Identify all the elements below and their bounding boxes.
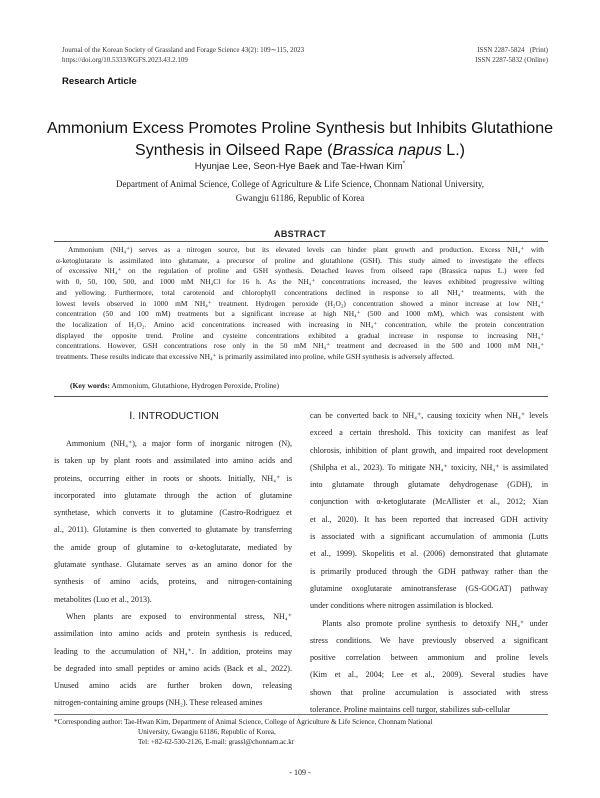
left-column-line: Unused amino acids are further broken down, releasing bbox=[54, 681, 292, 691]
intro-right-column bbox=[310, 407, 548, 718]
title-line-2-end: L.) bbox=[441, 142, 465, 159]
affiliation bbox=[0, 177, 600, 205]
corresponding-line-2: University, Gwangju 61186, Republic of Korea, bbox=[138, 728, 276, 736]
right-column-line: et al., 1999). Skopelitis et al. (2006) demonstrated that glutamate bbox=[310, 549, 548, 559]
left-column-line: synthesis of amino acids, proteins, and nitrogen-containing bbox=[54, 577, 292, 587]
affiliation-line-1: Department of Animal Science, College of Agriculture & Life Science, Chonnam National University, bbox=[115, 179, 485, 189]
right-column-line: (Kim et al., 2004; Lee et al., 2009). Several studies have bbox=[310, 670, 548, 680]
left-column-line: the amide group of glutamine to α-ketoglutarate, mediated by bbox=[54, 542, 292, 552]
left-column-line: synthetase, which converts it to glutamine (Castro-Rodriguez et bbox=[54, 508, 292, 518]
left-column-line: is taken up by plant roots and assimilated into amino acids and bbox=[54, 456, 292, 466]
corresponding-mark: * bbox=[402, 159, 406, 167]
left-column-line: Ammonium (NH₄⁺), a major form of inorganic nitrogen (N), bbox=[66, 439, 292, 448]
keywords-label: (Key words: bbox=[70, 381, 110, 390]
abstract-bottom-rule bbox=[54, 396, 548, 397]
right-column-line: (Shilpha et al., 2023). To mitigate NH₄⁺ toxicity, NH₄⁺ is assimilated bbox=[310, 462, 548, 472]
left-column-line: metabolites (Luo et al., 2013). bbox=[54, 594, 152, 604]
title-line-2 bbox=[0, 140, 600, 162]
abstract-line: concentration (50 and 100 mM) treatments but a significant increase at high NH₄⁺ (500 and 1000 mM), which was consistent with bbox=[56, 309, 544, 319]
title-species: Brassica napus bbox=[332, 142, 442, 159]
authors bbox=[0, 161, 600, 172]
right-column-line: stress conditions. We have previously observed a significant bbox=[310, 635, 548, 645]
title-line-1: Ammonium Excess Promotes Proline Synthesis but Inhibits Glutathione bbox=[46, 120, 553, 137]
affiliation-line-2: Gwangju 61186, Republic of Korea bbox=[235, 193, 365, 203]
corresponding-line-3: Tel: +82-62-530-2126, E-mail: grassl@chonnam.ac.kr bbox=[138, 738, 295, 746]
right-column-line: chlorosis, inhibition of plant growth, and impaired root development bbox=[310, 445, 548, 455]
keywords bbox=[70, 381, 279, 390]
abstract-line: α-ketoglutarate is assimilated into glutamate, a precursor of proline and glutathione (GSH). This study aimed to investigate the effects bbox=[56, 255, 544, 265]
intro-left-column bbox=[54, 435, 292, 712]
abstract-line: with 0, 50, 100, 500, and 1000 mM NH₄Cl for 16 h. As the NH₄⁺ concentrations increased, the leaves exhibited progressive wilting bbox=[56, 277, 544, 287]
right-column-line: glutamine oxoglutarate aminotransferase (GS-GOGAT) pathway bbox=[310, 583, 548, 593]
abstract-line: and yellowing. Furthermore, total carotenoid and chlorophyll concentrations declined in response to all NH₄⁺ treatments, with the bbox=[56, 287, 544, 297]
right-column-line: can be converted back to NH₄⁺, causing toxicity when NH₄⁺ levels bbox=[310, 411, 548, 420]
author-names: Hyunjae Lee, Seon-Hye Baek and Tae-Hwan Kim bbox=[194, 161, 403, 172]
abstract-line: lowest levels observed in 1000 mM NH₄⁺ treatment. Hydrogen peroxide (H₂O₂) concentration showed a minor increase at low NH₄⁺ bbox=[56, 298, 544, 308]
issn-print: ISSN 2287-5824 (Print) bbox=[477, 46, 548, 54]
left-column-line: proteins, occurring either in roots or shoots. Initially, NH₄⁺ is bbox=[54, 473, 292, 483]
abstract-line: Ammonium (NH₄⁺) serves as a nitrogen source, but its elevated levels can hinder plant growth and production. Excess NH₄⁺ with bbox=[68, 245, 544, 254]
left-column-line: be degraded into small peptides or amino acids (Back et al., 2022). bbox=[54, 663, 292, 673]
right-column-line: positive correlation between ammonium and proline levels bbox=[310, 653, 548, 663]
left-column-line: glutamate synthase. Glutamate serves as an amino donor for the bbox=[54, 560, 292, 570]
right-column-line: et al., 2020). It has been reported that increased GDH activity bbox=[310, 514, 548, 524]
corresponding-line-1: *Corresponding author: Tae-Hwan Kim, Department of Animal Science, College of Agriculture & Life Science, Chonnam National bbox=[54, 718, 433, 726]
abstract-heading: ABSTRACT bbox=[274, 229, 326, 239]
journal-citation: Journal of the Korean Society of Grassland and Forage Science 43(2): 109∼115, 2023 bbox=[62, 46, 305, 54]
abstract-top-rule bbox=[54, 241, 548, 242]
right-column-line: conjunction with α-ketoglutarate (McAllister et al., 2012; Xian bbox=[310, 497, 548, 507]
doi-link[interactable]: https://doi.org/10.5333/KGFS.2023.43.2.109 bbox=[62, 56, 188, 64]
page-number: - 109 - bbox=[289, 768, 311, 777]
title-line-2-text: Synthesis in Oilseed Rape ( bbox=[135, 142, 333, 159]
right-column-line: tolerance. Proline maintains cell turgor, stabilizes sub-cellular bbox=[310, 705, 511, 715]
abstract-line: of excessive NH₄⁺ on the regulation of proline and GSH synthesis. Detached leaves from oilseed rape (Brassica napus L.) were fed bbox=[56, 266, 544, 276]
footnote-rule bbox=[54, 714, 548, 715]
right-column-line: is primarily produced through the GDH pathway rather than the bbox=[310, 566, 548, 576]
right-column-line: Plants also promote proline synthesis to detoxify NH₄⁺ under bbox=[322, 618, 548, 628]
abstract-line: the localization of H₂O₂. Amino acid concentrations increased with increasing in NH₄⁺ concentration, while the protein concentration bbox=[56, 319, 544, 329]
left-column-line: nitrogen-containing amine groups (NH₂). These released amines bbox=[54, 698, 263, 708]
left-column-line: leading to the accumulation of NH₄⁺. In addition, proteins may bbox=[54, 646, 292, 656]
right-column-line: exceed a certain threshold. This toxicity can manifest as leaf bbox=[310, 428, 548, 438]
abstract-line: displayed the opposite trend. Proline and cysteine concentrations exhibited a gradual increase in response to increasing NH₄⁺ bbox=[56, 330, 544, 340]
right-column-line: under conditions where nitrogen assimilation is blocked. bbox=[310, 601, 494, 611]
article-title bbox=[0, 118, 600, 162]
abstract-body bbox=[56, 245, 544, 363]
left-column-line: al., 2011). Glutamine is then converted to glutamate by transferring bbox=[54, 525, 292, 535]
corresponding-author bbox=[54, 717, 433, 747]
issn-online: ISSN 2287-5832 (Online) bbox=[475, 56, 548, 64]
left-column-line: When plants are exposed to environmental stress, NH₄⁺ bbox=[66, 611, 292, 621]
abstract-line: concentrations. However, GSH concentrations rose only in the 50 mM NH₄⁺ treatment and decreased in the 500 and 1000 mM NH₄⁺ bbox=[56, 341, 544, 351]
abstract-line: treatments. These results indicate that excessive NH₄⁺ is primarily assimilated into proline, while GSH synthesis is adversely affected. bbox=[56, 352, 454, 362]
left-column-line: assimilation into amino acids and protein synthesis is reduced, bbox=[54, 629, 292, 639]
keywords-list: Ammonium, Glutathione, Hydrogen Peroxide, Proline) bbox=[109, 381, 280, 390]
article-type: Research Article bbox=[62, 76, 137, 87]
right-column-line: into glutamate through glutamate dehydrogenase (GDH), in bbox=[310, 480, 548, 490]
section-heading-introduction: Ⅰ. INTRODUCTION bbox=[129, 410, 219, 422]
right-column-line: is associated with a significant accumulation of ammonia (Lutts bbox=[310, 532, 548, 542]
right-column-line: shown that proline accumulation is associated with stress bbox=[310, 687, 548, 697]
left-column-line: incorporated into glutamate through the action of glutamine bbox=[54, 490, 292, 500]
